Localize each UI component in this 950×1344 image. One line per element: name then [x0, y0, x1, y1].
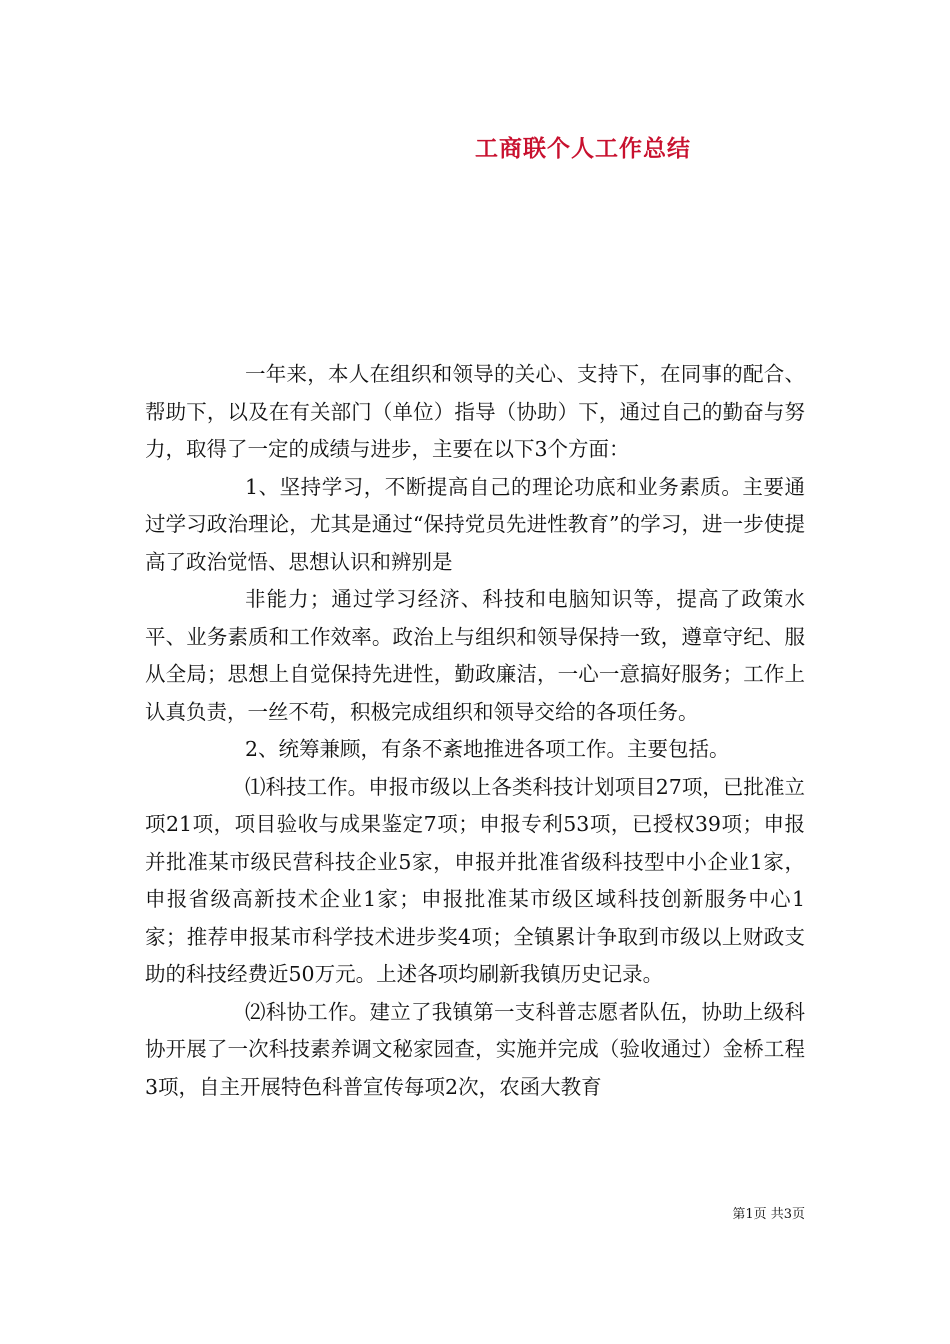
- page-number-footer: 第1页 共3页: [732, 1207, 805, 1222]
- paragraph-ability: 非能力；通过学习经济、科技和电脑知识等，提高了政策水平、业务素质和工作效率。政治上与组织和领导保持一致，遵章守纪、服从全局；思想上自觉保持先进性，勤政廉洁，一心一意搞好服务；工作上认真负责，一丝不苟，积极完成组织和领导交给的各项任务。: [145, 587, 805, 724]
- paragraph-technology-work: ⑴科技工作。申报市级以上各类科技计划项目27项，已批准立项21项，项目验收与成果鉴定7项；申报专利53项，已授权39项；申报并批准某市级民营科技企业5家，申报并批准省级科技型中小企业1家，申报省级高新技术企业1家；申报批准某市级区域科技创新服务中心1家；推荐申报某市科学技术进步奖4项；全镇累计争取到市级以上财政支助的科技经费近50万元。上述各项均刷新我镇历史记录。: [145, 774, 805, 986]
- paragraph-science-association-work: ⑵科协工作。建立了我镇第一支科普志愿者队伍，协助上级科协开展了一次科技素养调文秘家园查，实施并完成（验收通过）金桥工程3项，自主开展特色科普宣传每项2次，农函大教育: [145, 999, 805, 1099]
- document-body: [145, 356, 805, 1106]
- paragraph-study: 1、坚持学习，不断提高自己的理论功底和业务素质。主要通过学习政治理论，尤其是通过“保持党员先进性教育”的学习，进一步使提高了政治觉悟、思想认识和辨别是: [145, 474, 805, 574]
- paragraph-intro: 一年来，本人在组织和领导的关心、支持下，在同事的配合、帮助下，以及在有关部门（单位）指导（协助）下，通过自己的勤奋与努力，取得了一定的成绩与进步，主要在以下3个方面：: [145, 362, 805, 461]
- paragraph-overall-planning: 2、统筹兼顾，有条不紊地推进各项工作。主要包括。: [245, 737, 730, 761]
- page-title: 工商联个人工作总结: [475, 136, 691, 162]
